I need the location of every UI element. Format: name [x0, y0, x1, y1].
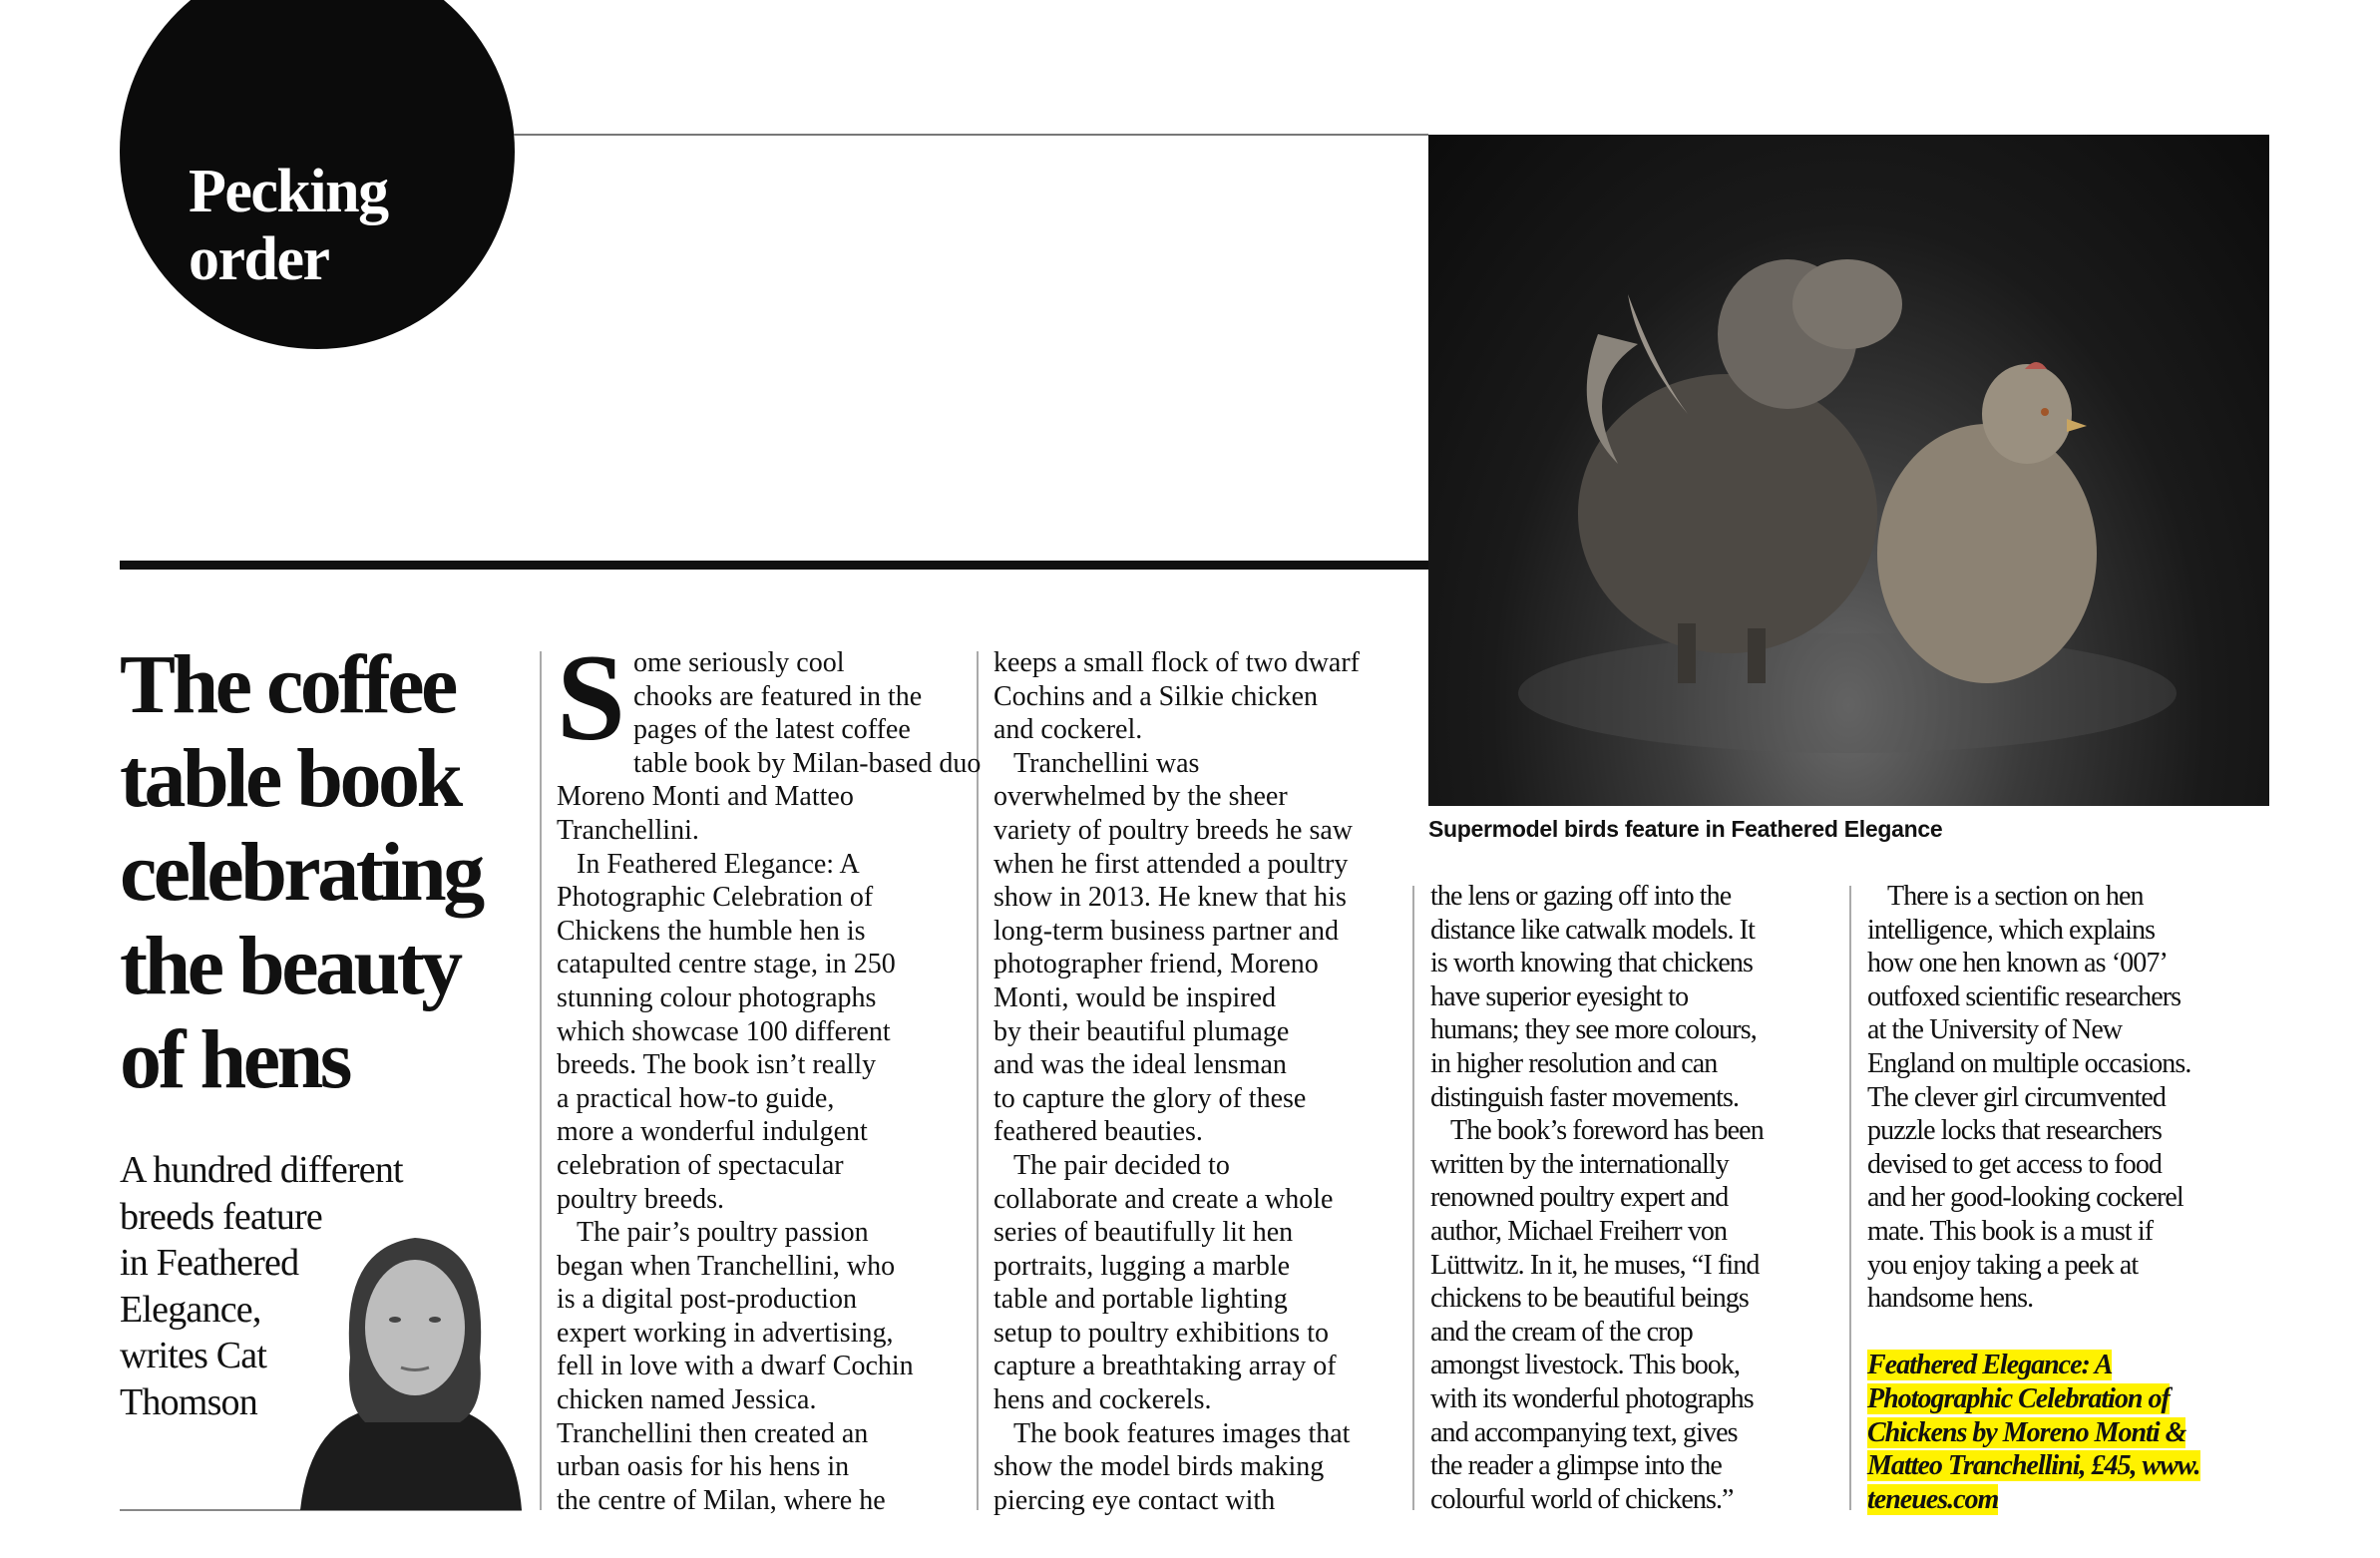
text-line: distance like catwalk models. It [1430, 914, 1755, 946]
text-line: expert working in advertising, [557, 1317, 894, 1349]
text-line: when he first attended a poultry [993, 848, 1349, 880]
text-line: Tranchellini. [557, 814, 699, 846]
paragraph [993, 646, 1402, 747]
text-line: the centre of Milan, where he [557, 1484, 886, 1516]
text-line: portraits, lugging a marble [993, 1250, 1291, 1282]
standfirst-line: Elegance, [120, 1288, 261, 1331]
text-line: and was the ideal lensman [993, 1049, 1287, 1081]
citation-line [1867, 1416, 2276, 1450]
paragraph [557, 629, 982, 848]
body-column-2 [993, 646, 1402, 1517]
text-line: Photographic Celebration of [557, 882, 874, 914]
headline-line: of hens [120, 1013, 349, 1106]
text-line: collaborate and create a whole [993, 1183, 1334, 1215]
headline [120, 638, 482, 1107]
text-line: is a digital post-production [557, 1284, 857, 1316]
headline-line: celebrating [120, 826, 482, 919]
text-line: puzzle locks that researchers [1867, 1115, 2162, 1147]
photo-caption: Supermodel birds feature in Feathered Elegance [1428, 816, 1943, 842]
text-line: colourful world of chickens.” [1430, 1483, 1734, 1515]
text-line: Lüttwitz. In it, he muses, “I find [1430, 1249, 1760, 1281]
text-line: setup to poultry exhibitions to [993, 1317, 1329, 1349]
silkie-cockerel [1578, 259, 1902, 683]
text-line: hens and cockerels. [993, 1384, 1212, 1416]
kicker-line: Pecking [189, 158, 388, 225]
paragraph [1430, 1114, 1839, 1516]
text-line: to capture the glory of these [993, 1082, 1307, 1114]
text-line: written by the internationally [1430, 1148, 1729, 1180]
highlighted-text: Photographic Celebration of [1867, 1382, 2170, 1414]
text-line: chicken named Jessica. [557, 1384, 817, 1416]
book-citation [1867, 1349, 2276, 1516]
standfirst-line: in Feathered [120, 1242, 299, 1284]
text-line: Tranchellini then created an [557, 1417, 869, 1449]
text-line: pages of the latest coffee [632, 714, 911, 746]
paragraph [1867, 880, 2276, 1316]
column-rule [977, 651, 979, 1510]
text-line: photographer friend, Moreno [993, 949, 1319, 980]
text-line: and her good-looking cockerel [1867, 1182, 2183, 1214]
top-rule [514, 134, 1428, 136]
drop-cap: S [557, 629, 625, 766]
text-line: The book features images that [1013, 1417, 1351, 1449]
text-line: intelligence, which explains [1867, 914, 2156, 946]
text-line: chickens to be beautiful beings [1430, 1283, 1749, 1315]
text-line: renowned poultry expert and [1430, 1182, 1729, 1214]
text-line: a practical how-to guide, [557, 1082, 835, 1114]
standfirst-line: A hundred different [120, 1149, 403, 1191]
citation-line [1867, 1382, 2276, 1416]
text-line: ome seriously cool [632, 647, 845, 678]
text-line: feathered beauties. [993, 1116, 1203, 1148]
text-line: the lens or gazing off into the [1430, 881, 1732, 912]
body-column-1 [557, 629, 982, 1517]
text-line: Moreno Monti and Matteo [557, 781, 854, 813]
text-line: There is a section on hen [1887, 881, 2144, 912]
headline-line: the beauty [120, 920, 460, 1012]
text-line: celebration of spectacular [557, 1149, 844, 1181]
column-rule [540, 651, 542, 1510]
text-line: capture a breathtaking array of [993, 1351, 1337, 1382]
text-line: Chickens the humble hen is [557, 915, 866, 947]
chickens-photo [1428, 135, 2269, 806]
text-line: distinguish faster movements. [1430, 1081, 1740, 1113]
text-line: series of beautifully lit hen [993, 1217, 1294, 1249]
text-line: began when Tranchellini, who [557, 1250, 896, 1282]
paragraph [993, 1149, 1402, 1417]
heavy-rule [120, 561, 1428, 570]
text-line: and accompanying text, gives [1430, 1416, 1738, 1448]
chickens-illustration [1428, 135, 2269, 806]
citation-line [1867, 1449, 2276, 1483]
text-line: handsome hens. [1867, 1283, 2034, 1315]
text-line: Monti, would be inspired [993, 981, 1277, 1013]
text-line: urban oasis for his hens in [557, 1451, 850, 1483]
paragraph [1430, 880, 1839, 1114]
text-line: is worth knowing that chickens [1430, 948, 1753, 979]
text-line: the reader a glimpse into the [1430, 1450, 1722, 1482]
text-line: how one hen known as ‘007’ [1867, 948, 2168, 979]
highlighted-text: teneues.com [1867, 1483, 1999, 1515]
text-line: humans; they see more colours, [1430, 1014, 1757, 1046]
text-line: breeds. The book isn’t really [557, 1049, 877, 1081]
text-line: at the University of New [1867, 1014, 2123, 1046]
text-line: in higher resolution and can [1430, 1047, 1718, 1079]
text-line: overwhelmed by the sheer [993, 781, 1288, 813]
text-line: catapulted centre stage, in 250 [557, 949, 896, 980]
text-line: more a wonderful indulgent [557, 1116, 868, 1148]
standfirst [120, 1147, 403, 1425]
citation-line [1867, 1483, 2276, 1517]
text-line: The book’s foreword has been [1450, 1115, 1764, 1147]
text-line: amongst livestock. This book, [1430, 1350, 1741, 1381]
text-line: variety of poultry breeds he saw [993, 814, 1353, 846]
text-line: stunning colour photographs [557, 981, 877, 1013]
paragraph [557, 848, 966, 1217]
text-line: The pair decided to [1013, 1149, 1230, 1181]
text-line: by their beautiful plumage [993, 1015, 1290, 1047]
highlighted-text: Feathered Elegance: A [1867, 1350, 2113, 1381]
text-line: and the cream of the crop [1430, 1316, 1693, 1348]
text-line: and cockerel. [993, 714, 1143, 746]
text-line: show the model birds making [993, 1451, 1325, 1483]
text-line: keeps a small flock of two dwarf [993, 647, 1360, 678]
text-line: show in 2013. He knew that his [993, 882, 1347, 914]
text-line: chooks are featured in the [632, 680, 923, 712]
body-column-4 [1867, 880, 2276, 1516]
text-line: mate. This book is a must if [1867, 1215, 2154, 1247]
citation-line [1867, 1349, 2276, 1382]
paragraph [993, 747, 1402, 1149]
standfirst-line: writes Cat [120, 1335, 267, 1376]
text-line: table book by Milan-based duo [632, 747, 982, 779]
text-line: The clever girl circumvented [1867, 1081, 2166, 1113]
text-line: Tranchellini was [1013, 747, 1200, 779]
headline-line: The coffee [120, 638, 455, 731]
text-line: author, Michael Freiherr von [1430, 1215, 1728, 1247]
paragraph [993, 1417, 1402, 1518]
text-line: Cochins and a Silkie chicken [993, 680, 1319, 712]
section-kicker [189, 158, 388, 293]
highlighted-text: Matteo Tranchellini, £45, www. [1867, 1450, 2200, 1482]
text-line: which showcase 100 different [557, 1015, 891, 1047]
text-line: table and portable lighting [993, 1284, 1288, 1316]
text-line: with its wonderful photographs [1430, 1382, 1754, 1414]
column-rule [1849, 886, 1851, 1510]
standfirst-line: breeds feature [120, 1195, 322, 1238]
body-column-3 [1430, 880, 1839, 1516]
text-line: outfoxed scientific researchers [1867, 980, 2182, 1012]
text-line: piercing eye contact with [993, 1484, 1276, 1516]
standfirst-line: Thomson [120, 1380, 257, 1423]
text-line: England on multiple occasions. [1867, 1047, 2191, 1079]
text-line: have superior eyesight to [1430, 980, 1689, 1012]
text-line: long-term business partner and [993, 915, 1340, 947]
text-line: you enjoy taking a peek at [1867, 1249, 2139, 1281]
highlighted-text: Chickens by Moreno Monti & [1867, 1416, 2186, 1448]
paragraph [557, 1216, 966, 1517]
headline-line: table book [120, 732, 460, 825]
hen [1877, 362, 2097, 683]
text-line: In Feathered Elegance: A [577, 848, 860, 880]
text-line: The pair’s poultry passion [577, 1217, 869, 1249]
column-rule [1412, 886, 1414, 1510]
text-line: devised to get access to food [1867, 1148, 2163, 1180]
text-line: poultry breeds. [557, 1183, 724, 1215]
kicker-line: order [189, 225, 329, 293]
text-line: fell in love with a dwarf Cochin [557, 1351, 914, 1382]
